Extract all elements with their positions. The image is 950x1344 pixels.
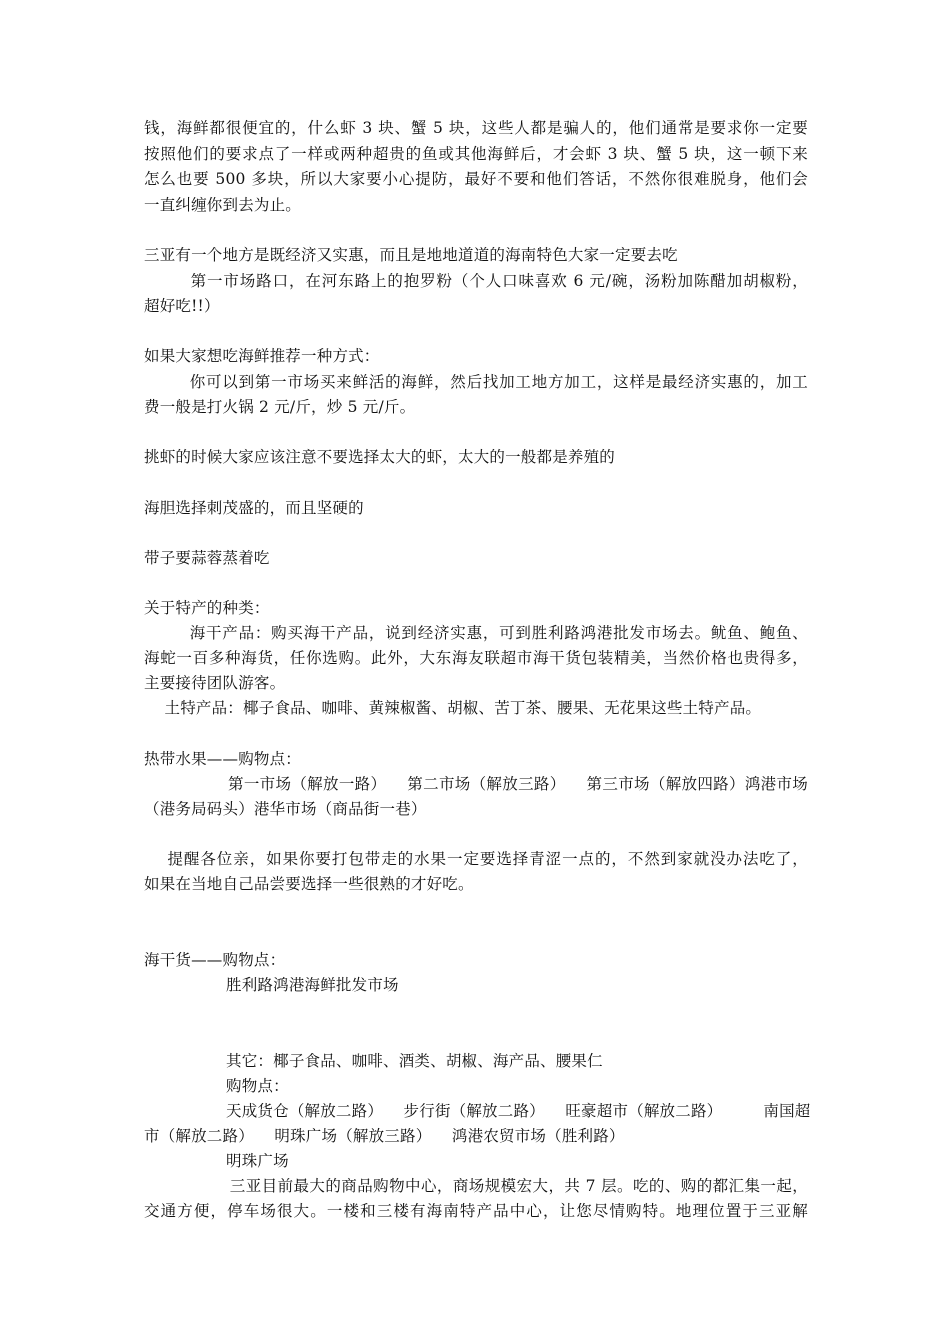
text-line: 带子要蒜蓉蒸着吃 bbox=[144, 549, 270, 567]
text-line: 三亚目前最大的商品购物中心，商场规模宏大，共 7 层。吃的、购的都汇集一起， bbox=[144, 1177, 808, 1195]
text-line: 土特产品：椰子食品、咖啡、黄辣椒酱、胡椒、苦丁茶、腰果、无花果这些土特产品。 bbox=[144, 699, 762, 717]
text-line: 三亚有一个地方是既经济又实惠，而且是地地道道的海南特色大家一定要去吃 bbox=[144, 246, 678, 264]
text-line: 热带水果——购物点： bbox=[144, 750, 302, 768]
text-line: 按照他们的要求点了一样或两种超贵的鱼或其他海鲜后，才会虾 3 块、蟹 5 块，这一顿下来 bbox=[144, 145, 808, 163]
text-line: 如果大家想吃海鲜推荐一种方式： bbox=[144, 347, 380, 365]
text-line: 怎么也要 500 多块，所以大家要小心提防，最好不要和他们答话，不然你很难脱身，他们会 bbox=[144, 170, 808, 188]
text-line: 明珠广场 bbox=[144, 1152, 289, 1170]
text-line: 一直纠缠你到去为止。 bbox=[144, 196, 302, 214]
text-line: 海蛇一百多种海货，任你选购。此外，大东海友联超市海干货包装精美，当然价格也贵得多， bbox=[144, 649, 808, 667]
text-line: （港务局码头）港华市场（商品街一巷） bbox=[144, 800, 427, 818]
text-line: 海干货——购物点： bbox=[144, 951, 286, 969]
text-line: 钱，海鲜都很便宜的，什么虾 3 块、蟹 5 块，这些人都是骗人的，他们通常是要求你一定要 bbox=[144, 119, 808, 137]
text-line: 天成货仓（解放二路） 步行街（解放二路） 旺豪超市（解放二路） 南国超 bbox=[144, 1102, 811, 1120]
text-line: 其它：椰子食品、咖啡、酒类、胡椒、海产品、腰果仁 bbox=[144, 1052, 603, 1070]
text-line: 购物点： bbox=[144, 1077, 289, 1095]
text-line: 第一市场（解放一路） 第二市场（解放三路） 第三市场（解放四路）鸿港市场 bbox=[144, 775, 808, 793]
text-line: 费一般是打火锅 2 元/斤，炒 5 元/斤。 bbox=[144, 398, 416, 416]
text-line: 挑虾的时候大家应该注意不要选择太大的虾，太大的一般都是养殖的 bbox=[144, 448, 616, 466]
text-line: 第一市场路口，在河东路上的抱罗粉（个人口味喜欢 6 元/碗，汤粉加陈醋加胡椒粉， bbox=[144, 272, 808, 290]
text-line: 超好吃!!） bbox=[144, 297, 220, 315]
text-line: 胜利路鸿港海鲜批发市场 bbox=[144, 976, 399, 994]
text-line: 市（解放二路） 明珠广场（解放三路） 鸿港农贸市场（胜利路） bbox=[144, 1127, 625, 1145]
text-line: 主要接待团队游客。 bbox=[144, 674, 286, 692]
text-line: 海胆选择刺茂盛的，而且坚硬的 bbox=[144, 499, 364, 517]
text-line: 提醒各位亲，如果你要打包带走的水果一定要选择青涩一点的，不然到家就没办法吃了， bbox=[144, 850, 808, 868]
text-line: 你可以到第一市场买来鲜活的海鲜，然后找加工地方加工，这样是最经济实惠的，加工 bbox=[144, 373, 808, 391]
text-line: 海干产品：购买海干产品，说到经济实惠，可到胜利路鸿港批发市场去。鱿鱼、鲍鱼、 bbox=[144, 624, 808, 642]
text-line: 如果在当地自己品尝要选择一些很熟的才好吃。 bbox=[144, 875, 474, 893]
text-line: 交通方便，停车场很大。一楼和三楼有海南特产品中心，让您尽情购特。地理位置于三亚解 bbox=[144, 1202, 808, 1220]
text-line: 关于特产的种类： bbox=[144, 599, 270, 617]
